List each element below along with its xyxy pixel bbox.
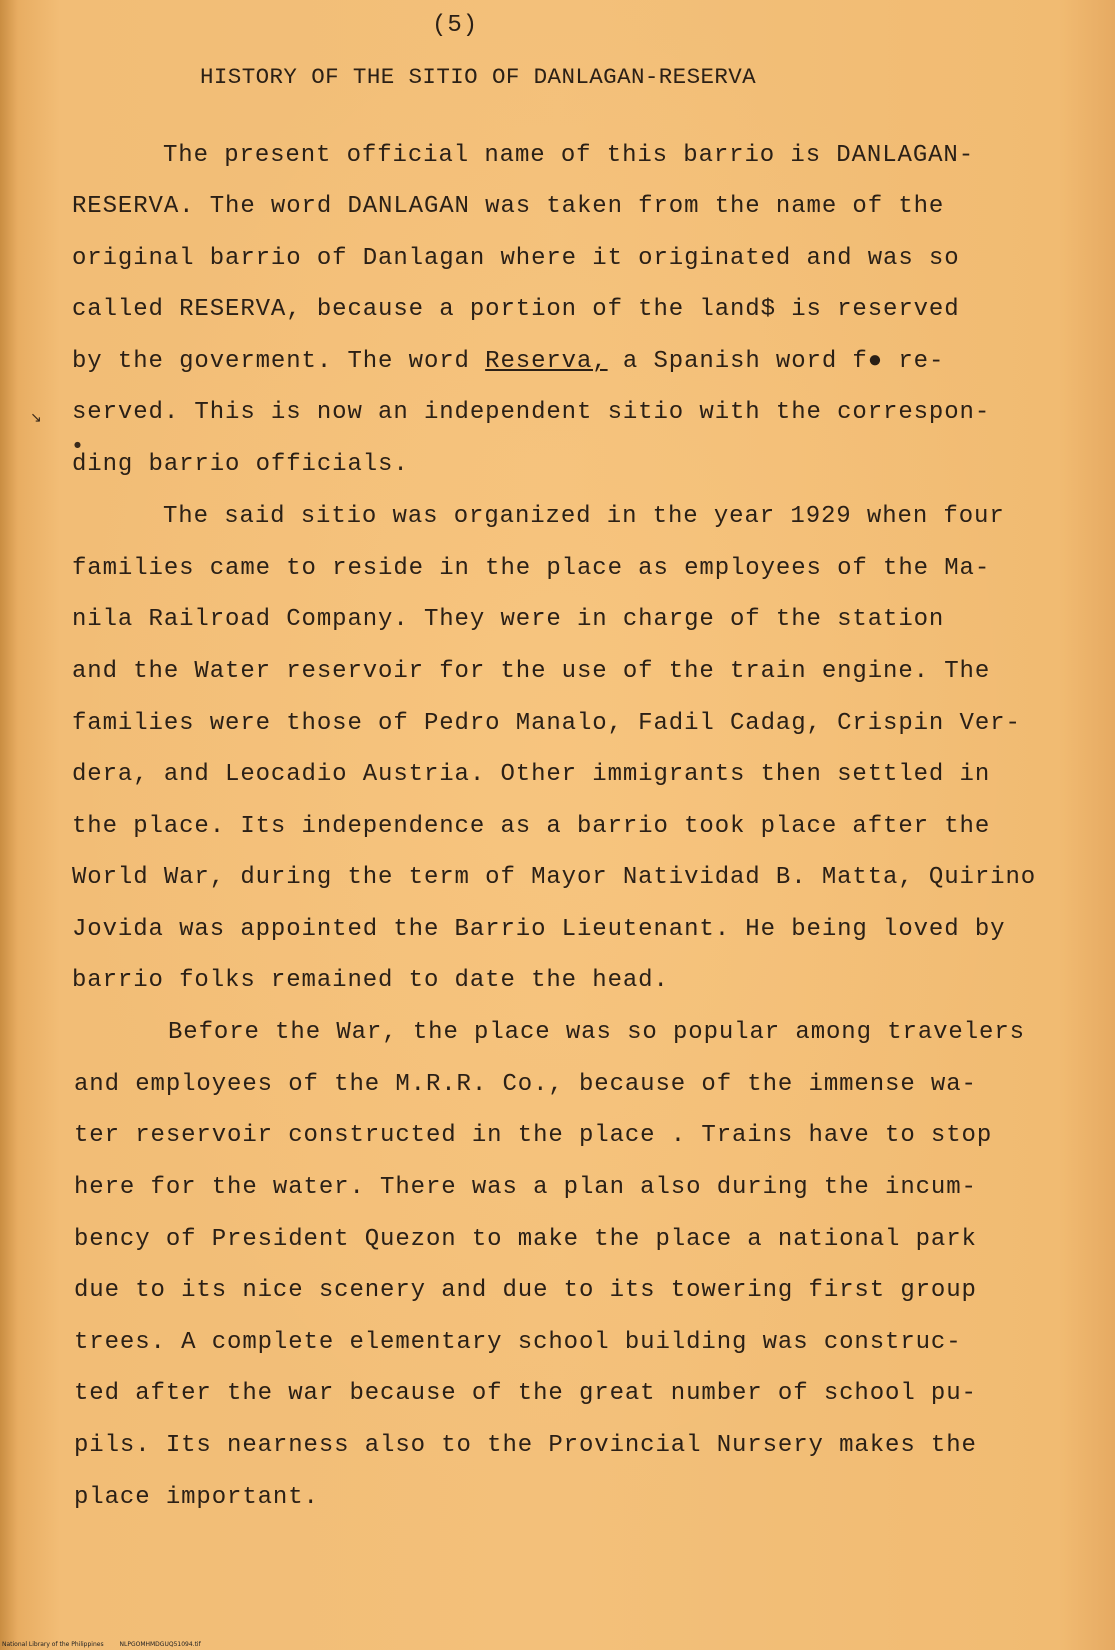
body-line: dera, and Leocadio Austria. Other immigrants then settled in xyxy=(72,761,991,788)
body-line: by the goverment. The word Reserva, a Spanish word f● re- xyxy=(72,348,945,375)
body-line: due to its nice scenery and due to its towering first group xyxy=(74,1277,977,1304)
body-line: barrio folks remained to date the head. xyxy=(72,967,669,994)
body-line: original barrio of Danlagan where it originated and was so xyxy=(72,245,960,272)
body-line: ted after the war because of the great number of school pu- xyxy=(74,1380,977,1407)
body-line: served. This is now an independent sitio with the correspon- xyxy=(72,399,991,426)
body-line: The present official name of this barrio is DANLAGAN- xyxy=(163,142,975,169)
body-line: called RESERVA, because a portion of the land$ is reserved xyxy=(72,296,960,323)
margin-dot-icon: ● xyxy=(74,440,81,449)
body-line: and employees of the M.R.R. Co., because of the immense wa- xyxy=(74,1071,977,1098)
body-line: families were those of Pedro Manalo, Fadil Cadag, Crispin Ver- xyxy=(72,710,1021,737)
body-line: here for the water. There was a plan also during the incum- xyxy=(74,1174,977,1201)
body-line: ter reservoir constructed in the place . Trains have to stop xyxy=(74,1122,993,1149)
underlined-word: Reserva, xyxy=(485,348,608,375)
body-line: RESERVA. The word DANLAGAN was taken from the name of the xyxy=(72,193,945,220)
document-title: HISTORY OF THE SITIO OF DANLAGAN-RESERVA xyxy=(200,64,757,90)
scan-footer xyxy=(2,1641,201,1648)
footer-file-id: NLPGOMHMDGUQ51094.tif xyxy=(119,1641,201,1648)
page-number: (5) xyxy=(432,12,479,39)
body-line: families came to reside in the place as employees of the Ma- xyxy=(72,555,991,582)
body-line: Before the War, the place was so popular among travelers xyxy=(168,1019,1025,1046)
body-line: trees. A complete elementary school building was construc- xyxy=(74,1329,962,1356)
body-line: and the Water reservoir for the use of the train engine. The xyxy=(72,658,991,685)
body-line: The said sitio was organized in the year 1929 when four xyxy=(163,503,1005,530)
margin-mark-icon: ↘ xyxy=(30,410,42,426)
body-line: the place. Its independence as a barrio took place after the xyxy=(72,813,991,840)
body-line: World War, during the term of Mayor Natividad B. Matta, Quirino xyxy=(72,864,1037,891)
body-line: nila Railroad Company. They were in charge of the station xyxy=(72,606,945,633)
body-line: bency of President Quezon to make the place a national park xyxy=(74,1226,977,1253)
body-line: ding barrio officials. xyxy=(72,451,409,478)
footer-library: National Library of the Philippines xyxy=(2,1641,104,1648)
body-line: Jovida was appointed the Barrio Lieutenant. He being loved by xyxy=(72,916,1006,943)
body-line: place important. xyxy=(74,1484,319,1511)
body-line: pils. Its nearness also to the Provincial Nursery makes the xyxy=(74,1432,977,1459)
